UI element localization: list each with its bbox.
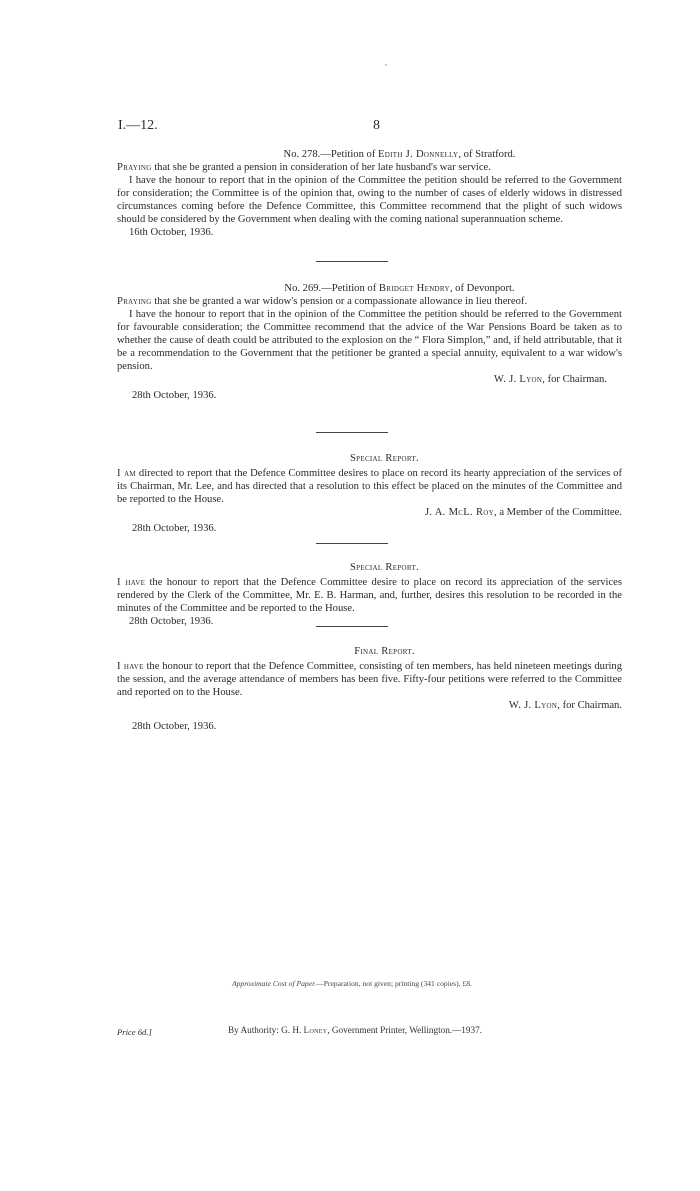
report-date: 16th October, 1936. <box>129 227 214 238</box>
page-number: 8 <box>373 118 380 133</box>
report-date: 28th October, 1936. <box>129 616 214 627</box>
printer-authority: By Authority: G. H. Loney, Government Printer, Wellington.—1937. <box>228 1025 482 1035</box>
report-date: 28th October, 1936. <box>132 721 217 732</box>
cost-of-paper-note: Approximate Cost of Paper.—Preparation, not given; printing (341 copies), £8. <box>232 979 472 988</box>
petitioner-name: Bridget Hendry <box>378 283 450 294</box>
report-paragraph: I am directed to report that the Defence Committee desires to place on record its hearty appreciation of the services of its Chairman, Mr. Lee, and has directed that a resolution to this effect be placed on the minutes of the Committee and be reported to the House. <box>117 468 623 505</box>
price-label: Price 6d.] <box>117 1027 152 1037</box>
section-divider <box>316 432 388 433</box>
special-report-title: Special Report. <box>349 562 419 573</box>
special-report-2-section <box>117 561 622 628</box>
signature: W. J. Lyon, for Chairman. <box>493 374 607 385</box>
report-paragraph: I have the honour to report that in the opinion of the Committee the petition should be referred to the Government for consideration; the Committee is of the opinion that, owing to the number of cases of elderly widows in distressed circumstances coming before the Defence Committee, this Committee recommend that the plight of such widows should be considered by the Government when dealing with the coming national superannuation scheme. <box>117 175 622 225</box>
petition-269-section <box>117 282 622 402</box>
praying-paragraph: Praying that she be granted a pension in consideration of her late husband's war service. <box>117 162 491 173</box>
section-divider <box>316 261 388 262</box>
report-paragraph: I have the honour to report that the Defence Committee, consisting of ten members, has held nineteen meetings during the session, and the average attendance of members has been five. Fifty-four petitions were referred to the Committee and reported on to the House. <box>117 661 623 698</box>
report-date: 28th October, 1936. <box>132 390 217 401</box>
section-divider <box>316 626 388 627</box>
section-divider <box>316 543 388 544</box>
praying-paragraph: Praying that she be granted a war widow's pension or a compassionate allowance in lieu thereof. <box>117 296 528 307</box>
petition-278-title: No. 278.—Petition of Edith J. Donnelly, of Stratford. <box>283 149 516 160</box>
petitioner-name: Edith J. Donnelly <box>378 149 459 160</box>
page-mark <box>385 64 387 66</box>
petition-269-title: No. 269.—Petition of Bridget Hendry, of Devonport. <box>284 283 515 294</box>
report-paragraph: I have the honour to report that in the opinion of the Committee the petition should be referred to the Government for favourable consideration; the Committee recommend that the advice of the War Pensions Board be taken as to whether the cause of death could be attributed to the explosion on the “ Flora Simplon,” and, if held attributable, that it be a recommendation to the Government that the petitioner be granted a special annuity, equivalent to a war widow's pension. <box>117 309 622 372</box>
signature: W. J. Lyon, for Chairman. <box>508 700 622 711</box>
special-report-title: Special Report. <box>349 453 419 464</box>
special-report-1-section <box>117 452 622 535</box>
final-report-section <box>117 645 622 733</box>
report-date: 28th October, 1936. <box>132 523 217 534</box>
report-paragraph: I have the honour to report that the Defence Committee desire to place on record its appreciation of the services rendered by the Clerk of the Committee, Mr. E. B. Harman, and, further, desires this resolution to be recorded in the minutes of the Committee and be reported to the House. <box>117 577 623 614</box>
final-report-title: Final Report. <box>354 646 415 657</box>
petition-278-section <box>117 148 622 239</box>
paper-reference: I.—12. <box>118 118 158 133</box>
signature: J. A. McL. Roy, a Member of the Committee. <box>425 507 622 518</box>
